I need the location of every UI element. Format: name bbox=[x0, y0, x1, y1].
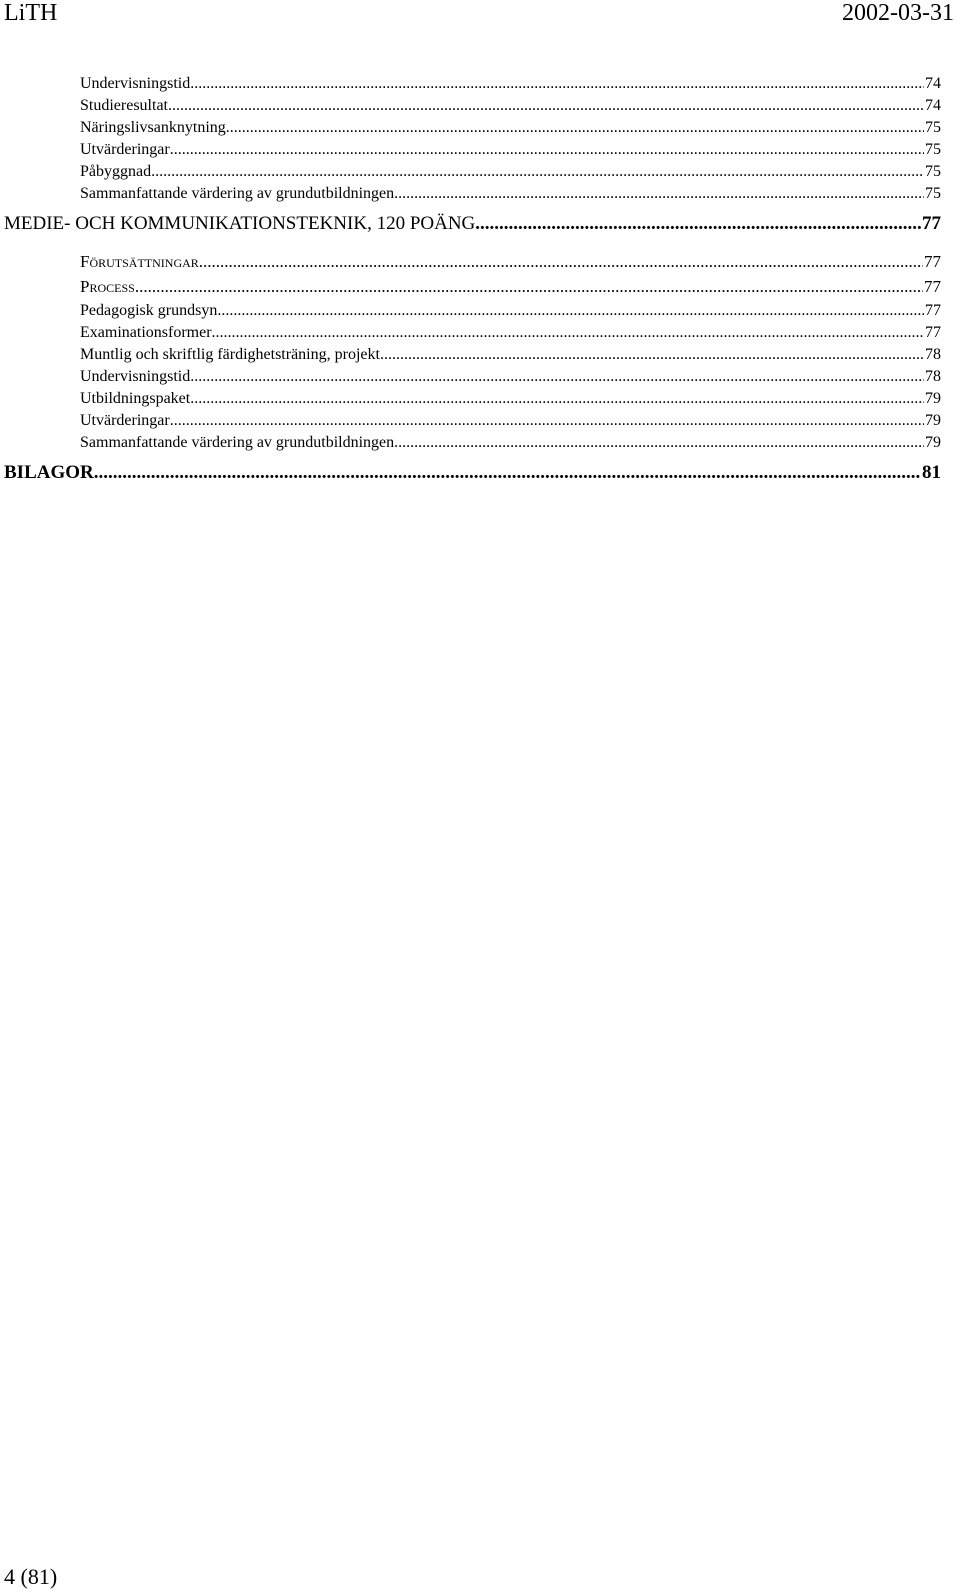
toc-entry-page: 75 bbox=[925, 185, 941, 202]
toc-entry-page: 78 bbox=[925, 346, 941, 363]
toc-leader bbox=[394, 183, 924, 205]
toc-entry-title: Examinationsformer bbox=[80, 324, 212, 341]
toc-entry-page: 74 bbox=[925, 75, 941, 92]
toc-entry[interactable] bbox=[80, 139, 941, 161]
toc-entry-page: 75 bbox=[925, 141, 941, 158]
page-number: 4 (81) bbox=[4, 1564, 58, 1589]
toc-leader bbox=[226, 117, 924, 139]
toc-entry-page: 77 bbox=[925, 302, 941, 319]
toc-entry-title: Studieresultat bbox=[80, 97, 168, 114]
toc-section-entry[interactable] bbox=[80, 276, 941, 298]
toc-entry-title: MEDIE- OCH KOMMUNIKATIONSTEKNIK, 120 POÄNG bbox=[4, 213, 476, 234]
toc-chapter-entry[interactable] bbox=[4, 461, 941, 485]
toc-entry-title: Sammanfattande värdering av grundutbildningen bbox=[80, 185, 395, 202]
toc-entry[interactable] bbox=[80, 183, 941, 205]
toc-entry-page: 79 bbox=[925, 412, 941, 429]
toc-entry-title: Påbyggnad bbox=[80, 163, 152, 180]
toc-entry[interactable] bbox=[80, 73, 941, 95]
toc-leader bbox=[217, 300, 924, 322]
toc-entry-title: BILAGOR bbox=[4, 462, 94, 483]
toc-leader bbox=[475, 212, 921, 236]
toc-leader bbox=[380, 344, 924, 366]
toc-entry[interactable] bbox=[80, 322, 941, 344]
toc-leader bbox=[394, 432, 924, 454]
toc-entry-title: Utvärderingar bbox=[80, 412, 170, 429]
toc-leader bbox=[168, 95, 924, 117]
toc-entry-title: Utvärderingar bbox=[80, 141, 170, 158]
toc-entry[interactable] bbox=[80, 161, 941, 183]
toc-entry[interactable] bbox=[80, 117, 941, 139]
toc-leader bbox=[190, 73, 924, 95]
toc-entry-title: Process bbox=[80, 277, 135, 296]
toc-entry-title: Undervisningstid bbox=[80, 368, 191, 385]
toc-leader bbox=[94, 461, 921, 485]
header-org: LiTH bbox=[4, 0, 58, 26]
toc-entry-title: Utbildningspaket bbox=[80, 390, 191, 407]
toc-entry[interactable] bbox=[80, 366, 941, 388]
toc-entry[interactable] bbox=[80, 300, 941, 322]
toc-entry-title: Undervisningstid bbox=[80, 75, 191, 92]
toc-entry-page: 81 bbox=[922, 462, 941, 483]
toc-entry-title: Sammanfattande värdering av grundutbildningen bbox=[80, 434, 395, 451]
toc-leader bbox=[212, 322, 924, 344]
toc-leader bbox=[151, 161, 924, 183]
toc-entry[interactable] bbox=[80, 410, 941, 432]
toc-entry-page: 79 bbox=[925, 390, 941, 407]
header-date: 2002-03-31 bbox=[842, 0, 954, 26]
page-footer bbox=[4, 1564, 57, 1590]
toc-entry-title: Näringslivsanknytning bbox=[80, 119, 226, 136]
toc-entry-page: 77 bbox=[924, 252, 941, 271]
page-header bbox=[0, 0, 960, 30]
toc-leader bbox=[135, 276, 923, 298]
toc-entry-page: 77 bbox=[922, 213, 941, 234]
toc-entry-page: 75 bbox=[925, 119, 941, 136]
toc-entry-page: 79 bbox=[925, 434, 941, 451]
toc-entry[interactable] bbox=[80, 344, 941, 366]
toc-entry-page: 74 bbox=[925, 97, 941, 114]
toc-leader bbox=[190, 366, 924, 388]
toc-entry[interactable] bbox=[80, 388, 941, 410]
toc-leader bbox=[190, 388, 924, 410]
toc-leader bbox=[170, 139, 924, 161]
toc-entry-page: 77 bbox=[924, 277, 941, 296]
toc-entry[interactable] bbox=[80, 95, 941, 117]
toc-entry-title: Förutsättningar bbox=[80, 252, 199, 271]
toc-entry-page: 75 bbox=[925, 163, 941, 180]
toc-leader bbox=[199, 251, 923, 273]
toc-entry[interactable] bbox=[80, 432, 941, 454]
toc-entry-page: 78 bbox=[925, 368, 941, 385]
toc-chapter-entry[interactable] bbox=[4, 212, 941, 236]
toc-entry-title: Muntlig och skriftlig färdighetsträning, projekt bbox=[80, 346, 380, 363]
toc-entry-page: 77 bbox=[925, 324, 941, 341]
toc-entry-title: Pedagogisk grundsyn bbox=[80, 302, 218, 319]
toc-section-entry[interactable] bbox=[80, 251, 941, 273]
toc-leader bbox=[170, 410, 924, 432]
